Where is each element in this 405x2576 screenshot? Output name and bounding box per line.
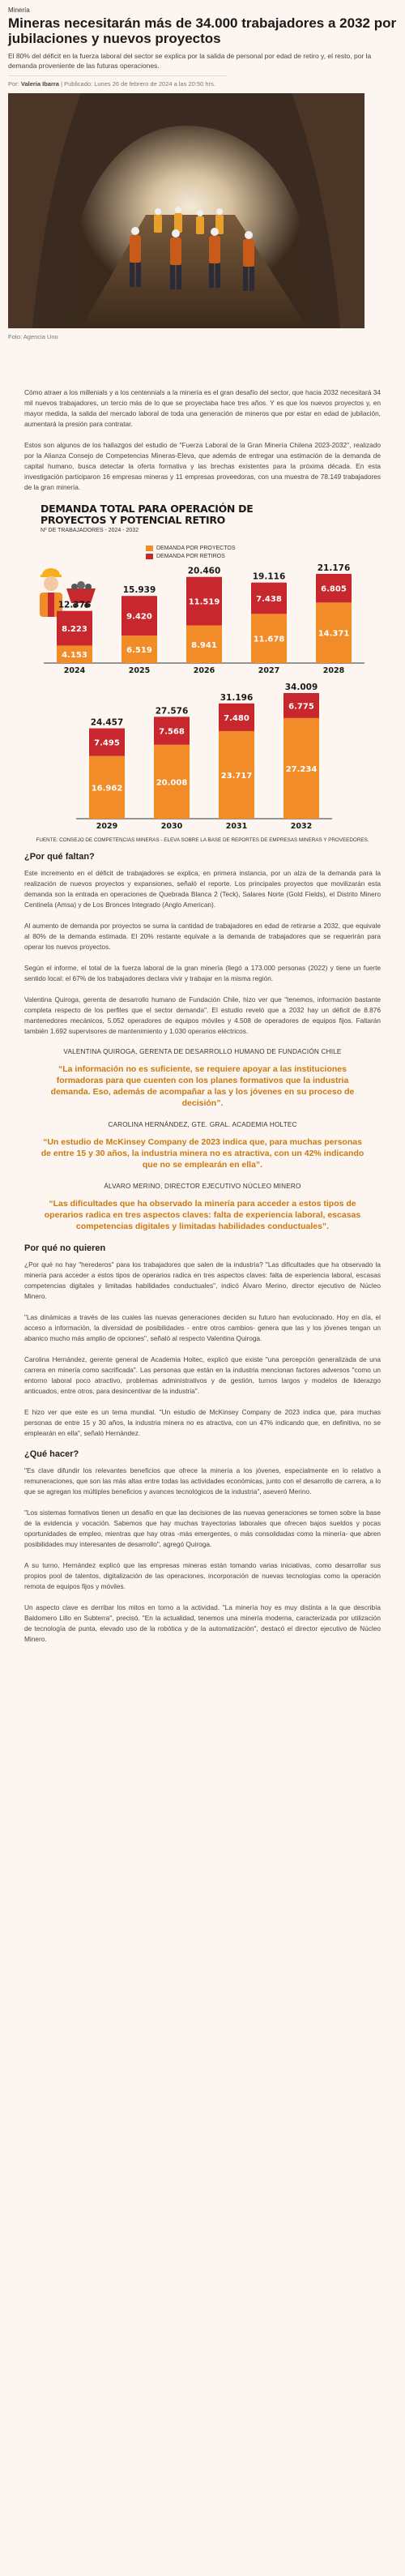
paragraph: Según el informe, el total de la fuerza laboral de la gran minería (llegó a 173.000 personas (2022) y tiene un fuerte sentido local: el 67% de los trabajadores declara vivir y trabajar en la misma región. bbox=[24, 964, 381, 982]
paragraph: Estos son algunos de los hallazgos del estudio de "Fuerza Laboral de la Gran Minería Chilena 2023-2032", realizado por la Alianza Consejo de Competencias Mineras-Eleva, que además de entregar una estimación de la demanda de capital humano, busca detectar la oferta formativa y las brechas existentes para la próxima década. En esta investigación participaron 16 empresas mineras y 11 empresas proveedoras, con una muestra de 78.149 trabajadores de la gran minería. bbox=[24, 441, 381, 491]
paragraph: ¿Por qué no hay "herederos" para los trabajadores que salen de la industria? "Las dificultades que ha observado la minería para acceder a estos tipos de operarios radica en tres aspectos claves: falta de experiencia laboral, escasas competencias digitales y limitadas habilidades conductuales", indicó Álvaro Merino, director ejecutivo de Núcleo Minero. bbox=[24, 1260, 381, 1300]
legend-item-proyectos bbox=[146, 544, 236, 552]
chart-subtitle: Nº DE TRABAJADORES - 2024 - 2032 bbox=[40, 528, 139, 533]
quote-text: “Las dificultades que ha observado la minería para acceder a estos tipos de operarios radica en tres aspectos claves: falta de experiencia laboral, escasas competencias digitales y limitadas habilidades conductuales”. bbox=[44, 1199, 361, 1231]
section-heading-hacer: ¿Qué hacer? bbox=[24, 1449, 79, 1459]
quote-attribution: VALENTINA QUIROGA, GERENTA DE DESARROLLO HUMANO DE FUNDACIÓN CHILE bbox=[63, 1048, 342, 1055]
section-label[interactable]: Minería bbox=[8, 6, 30, 14]
data-label-proyectos: 11.678 bbox=[253, 635, 285, 644]
data-label-proyectos: 6.519 bbox=[126, 646, 152, 656]
data-label-proyectos: 4.153 bbox=[62, 651, 87, 661]
data-label-retiros: 7.438 bbox=[256, 595, 282, 605]
article-title: Mineras necesitarán más de 34.000 trabajadores a 2032 por jubilaciones y nuevos proyectos bbox=[8, 15, 397, 46]
data-label-retiros: 7.568 bbox=[159, 727, 185, 737]
data-label-retiros: 8.223 bbox=[62, 625, 87, 635]
chart-legend bbox=[146, 544, 236, 560]
byline-published: | Publicado: Lunes 26 de febrero de 2024 a las 20:50 hrs. bbox=[61, 80, 215, 88]
paragraph: Cómo atraer a los millenials y a los centennials a la minería es el gran desafío del sector, que hacia 2032 necesitará 34 mil nuevos trabajadores, un tercio más de lo que se proyectaba hace tres años. Y es que los nuevos proyectos y, en mayor medida, la salida del mercado laboral de toda una generación de mineros que por estar en edad de jubilación, aumentará la presión para contratar. bbox=[24, 388, 381, 428]
paragraph: Un aspecto clave es derribar los mitos en torno a la actividad. "La minería hoy es muy distinta a la que describía Baldomero Lillo en Subterra", precisó. "En la actualidad, tenemos una minería moderna, caracterizada por utilización de tecnología de punta, elevado uso de la robótica y de la automatización", destacó el director ejecutivo de Núcleo Minero. bbox=[24, 1603, 381, 1643]
total-label: 19.116 bbox=[252, 571, 286, 582]
article-body-intro bbox=[0, 387, 405, 493]
legend-label-proyectos: DEMANDA POR PROYECTOS bbox=[156, 545, 236, 551]
quote-text: “Un estudio de McKinsey Company de 2023 indica que, para muchas personas de entre 15 y 30 años, la industria minera no es atractiva, con un 42% indicando que no se emplearán en ella”. bbox=[40, 1137, 364, 1170]
paragraph: Al aumento de demanda por proyectos se suma la cantidad de trabajadores en edad de retirarse a 2032, que equivale al 80% de la demanda estimada. El 20% restante equivale a la demanda de trabajadores que se requerirán para operar los nuevos proyectos. bbox=[24, 922, 381, 951]
tick-label-2032: 2032 bbox=[290, 822, 313, 829]
tick-label-2029: 2029 bbox=[96, 822, 118, 829]
data-label-retiros: 6.805 bbox=[321, 584, 347, 594]
paragraph: E hizo ver que este es un tema mundial. "Un estudio de McKinsey Company de 2023 indica que, para muchas personas de entre 15 y 30 años, la industria minera no es atractiva, con un 47% indicando que, en definitiva, no se emplearán en ella", señaló Hernández. bbox=[24, 1408, 381, 1437]
tick-label-2031: 2031 bbox=[225, 822, 248, 829]
paragraph: Valentina Quiroga, gerenta de desarrollo humano de Fundación Chile, hizo ver que "tenemos, información bastante completa respecto de los perfiles que el sector demanda". El estudio reveló que a 2032 hay un déficit de 8.876 mantenedores mecánicos, 5.052 operadores de equipos móviles y 4.508 de operadores de equipos fijos. Faltarán también 1.692 supervisores de mantenimiento y 1.030 operarios eléctricos. bbox=[24, 995, 381, 1035]
data-label-retiros: 7.480 bbox=[224, 713, 249, 723]
article-lead: El 80% del déficit en la fuerza laboral del sector se explica por la salida de personal por edad de retiro y, el resto, por la demanda proveniente de las futuras operaciones. bbox=[8, 52, 372, 70]
quotes-block bbox=[0, 1047, 405, 1232]
total-label: 27.576 bbox=[155, 706, 189, 717]
byline-prefix: Por: bbox=[8, 80, 19, 88]
demand-chart bbox=[24, 503, 381, 844]
paragraph: A su turno, Hernández explicó que las empresas mineras están tomando varias iniciativas, como desarrollar sus propios pool de talentos, digitalización de las operaciones, incorporación de nuevas tecnologías como la operación remota de equipos fijos y móviles. bbox=[24, 1561, 381, 1590]
quote-attribution: CAROLINA HERNÁNDEZ, GTE. GRAL. ACADEMIA HOLTEC bbox=[108, 1121, 297, 1128]
chart-source: FUENTE: CONSEJO DE COMPETENCIAS MINERAS - ELEVA SOBRE LA BASE DE REPORTES DE EMPRESAS MINERAS Y PROVEEDORES. bbox=[36, 837, 369, 843]
data-label-retiros: 11.519 bbox=[188, 597, 220, 607]
total-label: 34.009 bbox=[284, 683, 318, 692]
tick-label-2028: 2028 bbox=[322, 666, 345, 675]
total-label: 21.176 bbox=[317, 563, 351, 573]
chart-title: DEMANDA TOTAL PARA OPERACIÓN DE PROYECTOS Y POTENCIAL RETIRO bbox=[40, 503, 254, 526]
data-label-proyectos: 16.962 bbox=[91, 784, 123, 794]
paragraph: "Las dinámicas a través de las cuales las nuevas generaciones deciden su futuro han evolucionado. Hoy en día, el acceso a información, la diversidad de posibilidades - entre otros cambios- genera que las y los jóvenes tengan un abanico mucho más amplio de opciones", señaló al respecto Valentina Quiroga. bbox=[24, 1313, 381, 1342]
article-body-hacer bbox=[0, 1449, 405, 1645]
article-photo bbox=[8, 93, 364, 328]
tick-label-2025: 2025 bbox=[128, 666, 151, 675]
byline bbox=[8, 75, 227, 88]
data-label-proyectos: 27.234 bbox=[285, 764, 318, 774]
total-label: 20.460 bbox=[187, 566, 221, 576]
data-label-proyectos: 14.371 bbox=[318, 629, 350, 639]
legend-label-retiros: DEMANDA POR RETIROS bbox=[156, 553, 225, 559]
paragraph: Carolina Hernández, gerente general de Academia Holtec, explicó que existe "una percepción generalizada de una carrera en minería como sacrificada". Las personas que están en la industria mencionan factores adversos "como un entorno laboral poco atractivo, problemas administrativos y de gestión, turnos largos y modelos de liderazgo anticuados, entre otros, para desincentivar de la industria". bbox=[24, 1355, 381, 1395]
article-body-quieren bbox=[0, 1243, 405, 1439]
byline-author[interactable]: Valeria Ibarra bbox=[20, 80, 59, 88]
legend-swatch-proyectos bbox=[146, 546, 153, 551]
data-label-proyectos: 20.008 bbox=[156, 778, 188, 788]
tick-label-2027: 2027 bbox=[258, 666, 280, 675]
data-label-proyectos: 8.941 bbox=[191, 640, 217, 650]
data-label-retiros: 7.495 bbox=[94, 738, 120, 748]
quote-text: “La información no es suficiente, se requiere apoyar a las instituciones formadoras para que cuenten con los planes formativos que la industria demanda. Eso, además de acompañar a las y los jóvenes en su proceso de decisión”. bbox=[50, 1064, 355, 1108]
legend-item-retiros bbox=[146, 552, 236, 560]
chart-canvas bbox=[24, 533, 381, 829]
paragraph: Este incremento en el déficit de trabajadores se explica, en primera instancia, por un alza de la demanda para la realización de nuevos proyectos y expansiones, señaló el reporte. Los principales proyectos que movilizarán esta demanda son la entrada en operaciones de Quebrada Blanca 2 (Teck), Salares Norte (Gold Fields), el Distrito Minero Centinela (Amsa) y de Los Bronces Integrado (Anglo American). bbox=[24, 869, 381, 909]
total-label: 15.939 bbox=[122, 585, 156, 596]
tick-label-2024: 2024 bbox=[63, 666, 86, 675]
article-header bbox=[0, 0, 405, 88]
mine-tunnel-image bbox=[8, 93, 364, 328]
quote-attribution: ÁLVARO MERINO, DIRECTOR EJECUTIVO NÚCLEO MINERO bbox=[104, 1183, 301, 1190]
legend-swatch-retiros bbox=[146, 554, 153, 559]
paragraph: "Los sistemas formativos tienen un desafío en que las decisiones de las nuevas generaciones se tomen sobre la base de la evidencia y vocación. Sabemos que hay muchas trayectorias laborales que ofrecen bajos sueldos y pocas oportunidades de empleo, mientras que hay otras -más emergentes, o más consolidadas como la minería- que abren posibilidades muy interesantes de desarrollo", agregó Quiroga. bbox=[24, 1508, 381, 1548]
article-body-falta bbox=[0, 852, 405, 1037]
data-label-proyectos: 23.717 bbox=[220, 771, 253, 781]
section-heading-quieren: Por qué no quieren bbox=[24, 1243, 106, 1253]
total-label: 24.457 bbox=[90, 717, 124, 728]
data-label-retiros: 6.775 bbox=[288, 702, 314, 712]
total-label: 31.196 bbox=[220, 692, 254, 703]
paragraph: "Es clave difundir los relevantes beneficios que ofrece la minería a los jóvenes, especialmente en lo relativo a remuneraciones, que son las más altas entre todas las actividades económicas, junto con el desarrollo de carrera, a lo que se agregan los múltiples beneficios y avances tecnológicos de la industria", aseveró Merino. bbox=[24, 1466, 381, 1496]
section-heading-falta: ¿Por qué faltan? bbox=[24, 852, 95, 862]
tick-label-2026: 2026 bbox=[193, 666, 215, 675]
data-label-retiros: 9.420 bbox=[126, 612, 152, 622]
photo-caption: Foto: Agencia Uno bbox=[8, 333, 58, 340]
total-label: 12.376 bbox=[58, 600, 92, 610]
tick-label-2030: 2030 bbox=[160, 822, 183, 829]
